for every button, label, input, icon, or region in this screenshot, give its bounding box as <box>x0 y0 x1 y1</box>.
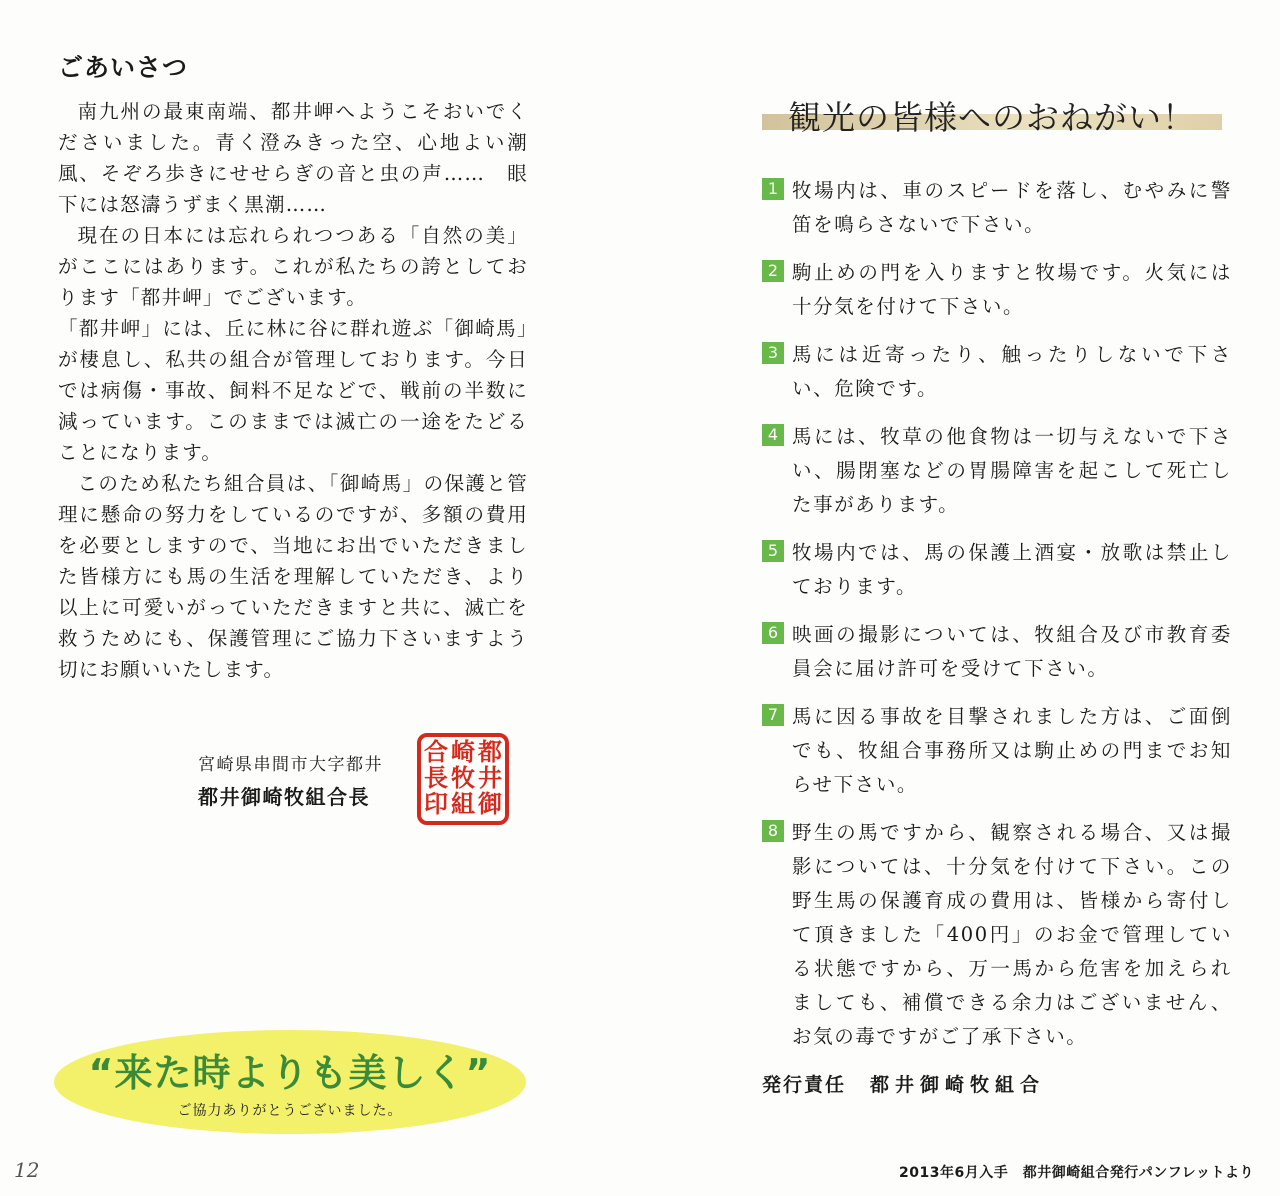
greeting-title: ごあいさつ <box>58 53 189 82</box>
request-item <box>762 700 1232 802</box>
request-item <box>762 338 1232 406</box>
signer-address: 宮崎県串間市大字都井 <box>198 755 383 775</box>
svg-text:組: 組 <box>451 789 475 818</box>
request-text: 牧場内は、車のスピードを落し、むやみに警笛を鳴らさないで下さい。 <box>792 179 1232 236</box>
svg-text:長: 長 <box>424 763 448 792</box>
request-number-badge: 4 <box>762 424 784 446</box>
greeting-section <box>58 48 528 685</box>
request-number-badge: 7 <box>762 704 784 726</box>
request-item <box>762 256 1232 324</box>
svg-text:都: 都 <box>478 737 502 766</box>
request-text: 野生の馬ですから、観察される場合、又は撮影については、十分気を付けて下さい。この野生馬の保護育成の費用は、皆様から寄付して頂きました「400円」のお金で管理している状態ですから、万一馬から危害を加えられましても、補償できる余力はございません、お気の毒ですがご了承下さい。 <box>792 821 1232 1048</box>
request-text: 馬には、牧草の他食物は一切与えないで下さい、腸閉塞などの胃腸障害を起こして死亡した事があります。 <box>792 425 1232 516</box>
slogan-ellipse <box>54 1030 526 1134</box>
greeting-paragraph: 「都井岬」には、丘に林に谷に群れ遊ぶ「御崎馬」が棲息し、私共の組合が管理しております。今日では病傷・事故、飼料不足などで、戦前の半数に減っています。このままでは滅亡の一途をたどることになります。 <box>58 317 528 464</box>
request-number-badge: 5 <box>762 540 784 562</box>
publisher-name: 都井御崎牧組合 <box>870 1074 1046 1096</box>
greeting-body <box>58 96 528 685</box>
requests-header <box>762 92 1232 152</box>
svg-text:牧: 牧 <box>451 763 475 792</box>
svg-text:崎: 崎 <box>451 737 475 766</box>
request-text: 映画の撮影については、牧組合及び市教育委員会に届け許可を受けて下さい。 <box>792 623 1232 680</box>
request-item <box>762 420 1232 522</box>
svg-text:印: 印 <box>424 789 448 818</box>
request-text: 馬には近寄ったり、触ったりしないで下さい、危険です。 <box>792 343 1232 400</box>
request-text: 牧場内では、馬の保護上酒宴・放歌は禁止しております。 <box>792 541 1232 598</box>
svg-text:合: 合 <box>424 737 448 766</box>
publisher-label: 発行責任 <box>762 1074 847 1096</box>
request-number-badge: 1 <box>762 178 784 200</box>
request-item <box>762 536 1232 604</box>
request-text: 馬に因る事故を目撃されました方は、ご面倒でも、牧組合事務所又は駒止めの門までお知らせ下さい。 <box>792 705 1232 796</box>
request-number-badge: 6 <box>762 622 784 644</box>
greeting-paragraph: このため私たち組合員は、「御崎馬」の保護と管理に懸命の努力をしているのですが、多額の費用を必要としますので、当地にお出でいただきました皆様方にも馬の生活を理解していただき、より以上に可愛いがっていただきますと共に、滅亡を救うためにも、保護管理にご協力下さいますよう切にお願いいたします。 <box>58 472 528 681</box>
svg-text:井: 井 <box>478 763 502 792</box>
requests-title: 観光の皆様へのおねがい！ <box>788 98 1196 137</box>
request-number-badge: 2 <box>762 260 784 282</box>
request-number-badge: 3 <box>762 342 784 364</box>
page-number: 12 <box>14 1158 40 1182</box>
signature-block <box>198 750 383 810</box>
request-item <box>762 816 1232 1054</box>
request-number-badge: 8 <box>762 820 784 842</box>
slogan-text: “来た時よりも美しく” <box>88 1051 492 1095</box>
requests-list <box>762 174 1232 1054</box>
request-item <box>762 618 1232 686</box>
signer-title: 都井御崎牧組合長 <box>198 785 370 809</box>
svg-text:御: 御 <box>478 789 502 818</box>
request-item <box>762 174 1232 242</box>
red-seal-stamp <box>416 732 510 826</box>
slogan-thanks: ご協力ありがとうございました。 <box>177 1103 403 1119</box>
source-note: 2013年6月入手 都井御崎組合発行パンフレットより <box>898 1165 1254 1181</box>
publisher-line <box>762 1070 1045 1097</box>
request-text: 駒止めの門を入りますと牧場です。火気には十分気を付けて下さい。 <box>792 261 1232 318</box>
requests-section <box>762 92 1232 1068</box>
greeting-paragraph: 南九州の最東南端、都井岬へようこそおいでくださいました。青く澄みきった空、心地よい潮風、そぞろ歩きにせせらぎの音と虫の声…… 眼下には怒濤うずまく黒潮…… <box>58 100 528 216</box>
greeting-paragraph: 現在の日本には忘れられつつある「自然の美」がここにはあります。これが私たちの誇としております「都井岬」でございます。 <box>58 224 528 309</box>
